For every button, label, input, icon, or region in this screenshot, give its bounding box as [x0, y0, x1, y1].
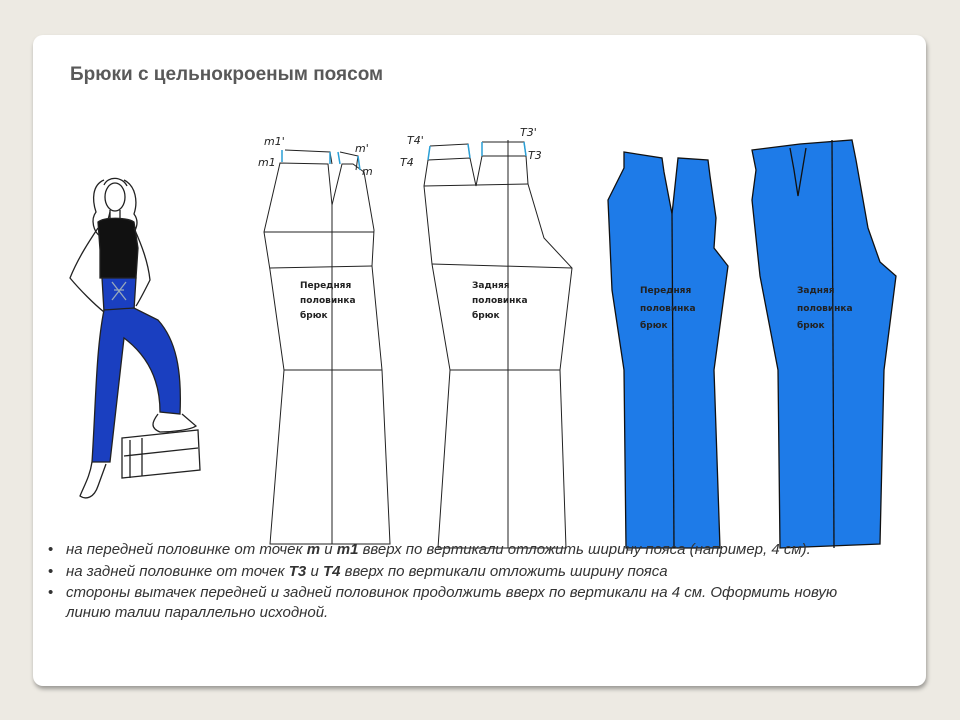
instruction-text: стороны вытачек передней и задней половинок продолжить вверх по вертикали на 4 см. Оформить новую линию талии параллельно исходной.	[66, 584, 838, 621]
front-outline-label-2: половинка	[300, 296, 356, 306]
fashion-sketch	[70, 178, 200, 498]
instruction-item	[46, 562, 846, 582]
front-fabric-piece	[608, 152, 728, 548]
instruction-text: и	[306, 562, 323, 580]
back-fabric-label-1: Задняя	[797, 286, 835, 296]
instruction-text: на передней половинке от точек	[66, 541, 307, 558]
front-outline-pattern	[264, 150, 390, 544]
point-name: m	[306, 541, 321, 558]
instruction-item	[46, 540, 846, 560]
front-fabric-label-3: брюк	[640, 321, 668, 331]
front-fabric-label-2: половинка	[640, 304, 696, 314]
instruction-text: вверх по вертикали отложить ширину пояса (например, 4 см).	[358, 541, 811, 558]
back-fabric-label-3: брюк	[797, 321, 825, 331]
label-t3: T3	[528, 149, 542, 162]
back-fabric-label-2: половинка	[797, 304, 853, 314]
instruction-item	[46, 583, 846, 622]
slide-title: Брюки с цельнокроеным поясом	[70, 64, 384, 85]
label-t3-prime: T3'	[520, 126, 537, 139]
point-name: Т3	[288, 562, 307, 580]
label-m: m	[362, 165, 373, 178]
front-outline-label-1: Передняя	[300, 281, 352, 291]
label-t4-prime: T4'	[407, 134, 424, 147]
label-m1: m1	[258, 156, 276, 169]
back-outline-pattern	[424, 140, 572, 548]
back-fabric-piece	[752, 140, 896, 548]
label-t4: T4	[400, 156, 414, 169]
instruction-list	[46, 540, 846, 624]
point-name: Т4	[322, 562, 341, 580]
back-outline-label-2: половинка	[472, 296, 528, 306]
point-name: m1	[336, 541, 359, 558]
instruction-text: и	[320, 541, 337, 558]
instruction-text: на задней половинке от точек	[66, 562, 289, 580]
label-m1-prime: m1'	[264, 135, 285, 148]
back-outline-label-1: Задняя	[472, 281, 510, 291]
back-outline-label-3: брюк	[472, 311, 500, 321]
front-outline-label-3: брюк	[300, 311, 328, 321]
label-m-prime: m'	[355, 142, 369, 155]
front-fabric-label-1: Передняя	[640, 286, 692, 296]
instruction-text: вверх по вертикали отложить ширину пояса	[340, 562, 668, 580]
